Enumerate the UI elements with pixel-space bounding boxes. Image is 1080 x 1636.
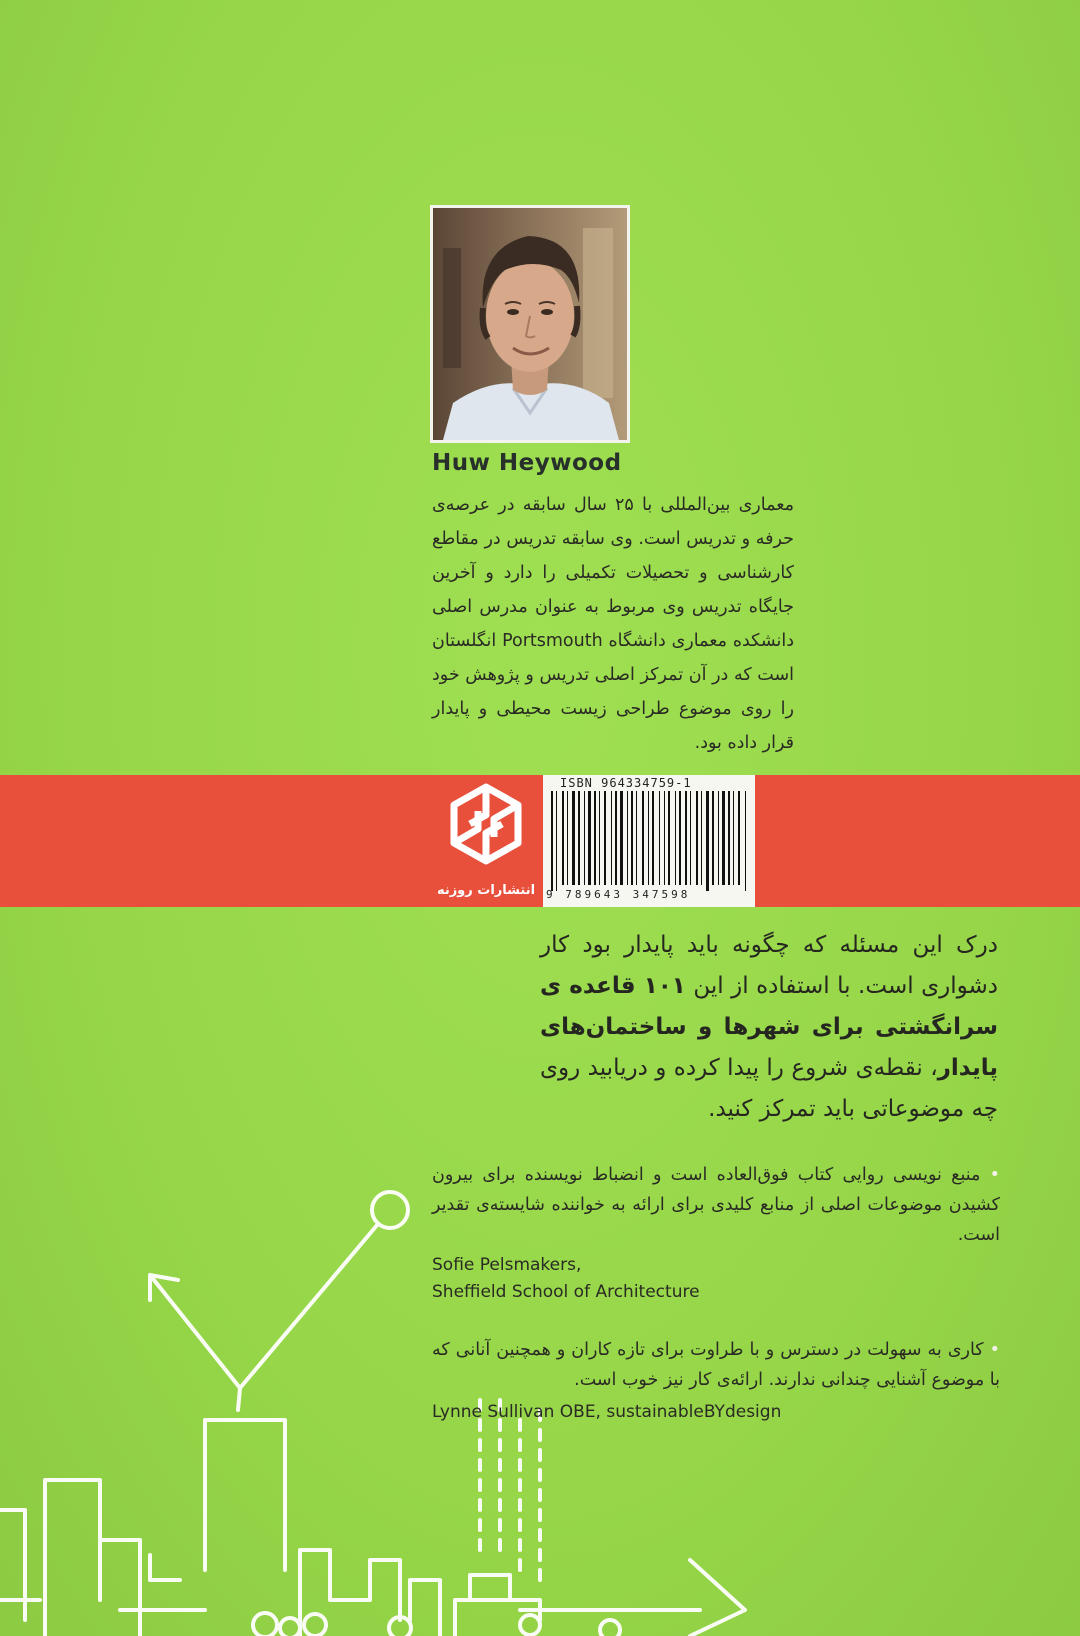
publisher-band <box>0 775 1080 907</box>
barcode-bar <box>696 791 698 885</box>
barcode-bar <box>604 791 606 885</box>
review-quote-2 <box>432 1335 1000 1395</box>
barcode-bar <box>627 791 628 885</box>
barcode-bar <box>611 791 612 885</box>
barcode-bar <box>562 791 564 885</box>
review-attribution-name: Lynne Sullivan OBE, sustainableBYdesign <box>432 1402 782 1422</box>
publisher-name: انتشارات روزنه <box>436 883 536 898</box>
barcode-bar <box>588 791 591 885</box>
review-attribution-name: Sofie Pelsmakers, <box>432 1255 582 1275</box>
barcode-bar <box>642 791 644 885</box>
barcode-digits: 9 789643 347598 <box>546 888 691 901</box>
barcode-bar <box>648 791 649 885</box>
bullet-icon: • <box>989 1165 1000 1185</box>
barcode-bar <box>631 791 633 885</box>
author-bio: معماری بین‌المللی با ۲۵ سال سابقه در عرصه‌ی حرفه و تدریس است. وی سابقه تدریس در مقاطع کارشناسی و تحصیلات تکمیلی را دارد و آخرین جایگاه تدریس وی مربوط به عنوان مدرس اصلی دانشکده معماری دانشگاه Portsmouth انگلستان است که در آن تمرکز اصلی تدریس و پژوهش خود را روی موضوع طراحی زیست محیطی و پایدار قرار داده بود. <box>432 495 795 753</box>
description-text-1: درک این مسئله که چگونه باید پایدار بود کار دشواری است. با استفاده از این <box>540 932 998 999</box>
barcode-bar <box>733 791 734 885</box>
barcode-bar <box>718 791 719 885</box>
barcode-bar <box>659 791 660 885</box>
barcode-bar <box>594 791 596 885</box>
review-quote-1 <box>432 1160 1000 1250</box>
author-portrait-image <box>433 208 627 440</box>
barcode-bar <box>599 791 600 885</box>
barcode-bar <box>584 791 585 885</box>
barcode-bar <box>738 791 740 885</box>
barcode-bar <box>690 791 691 885</box>
description-text-2: ، نقطه‌ی شروع را پیدا کرده و دریابید روی چه موضوعاتی باید تمرکز کنید. <box>540 1055 998 1122</box>
barcode-bar <box>615 791 617 885</box>
author-photo <box>430 205 630 443</box>
review-quote-text: کاری به سهولت در دسترس و با طراوت برای تازه کاران و همچنین آنانی که با موضوع آشنایی چندانی ندارند. ارائه‌ی کار نیز خوب است. <box>432 1340 1000 1390</box>
description-book-title: ۱۰۱ قاعده ی سرانگشتی برای شهرها و ساختمان‌های پایدار <box>540 973 998 1081</box>
barcode-bar <box>551 791 553 891</box>
barcode-bar <box>652 791 654 885</box>
barcode-bar <box>668 791 670 885</box>
barcode-bar <box>620 791 623 885</box>
barcode-bar <box>679 791 681 885</box>
isbn-number: ISBN 964334759-1 <box>560 776 692 790</box>
barcode-bar <box>578 791 580 885</box>
barcode-bar <box>728 791 730 885</box>
author-name: Huw Heywood <box>432 450 622 476</box>
barcode-bar <box>664 791 665 885</box>
barcode-bar <box>556 791 557 891</box>
barcode-bar <box>685 791 687 885</box>
barcode-bar <box>567 791 568 885</box>
book-description <box>540 925 998 1130</box>
barcode-bar <box>675 791 676 885</box>
barcode-bar <box>706 791 709 891</box>
barcode-bar <box>636 791 637 885</box>
publisher-logo-icon <box>436 775 536 885</box>
barcode-bar <box>701 791 702 885</box>
review-attribution-affiliation: Sheffield School of Architecture <box>432 1282 700 1302</box>
barcode-bar <box>712 791 714 885</box>
barcode-bar <box>745 791 746 891</box>
barcode-bar <box>722 791 725 885</box>
barcode-bar <box>572 791 575 885</box>
bullet-icon: • <box>989 1340 1000 1360</box>
review-quote-text: منبع نویسی روایی کتاب فوق‌العاده است و انضباط نویسنده برای بیرون کشیدن موضوعات اصلی از منابع کلیدی برای ارائه به خواننده شایسته‌ی تقدیر است. <box>432 1165 1000 1245</box>
